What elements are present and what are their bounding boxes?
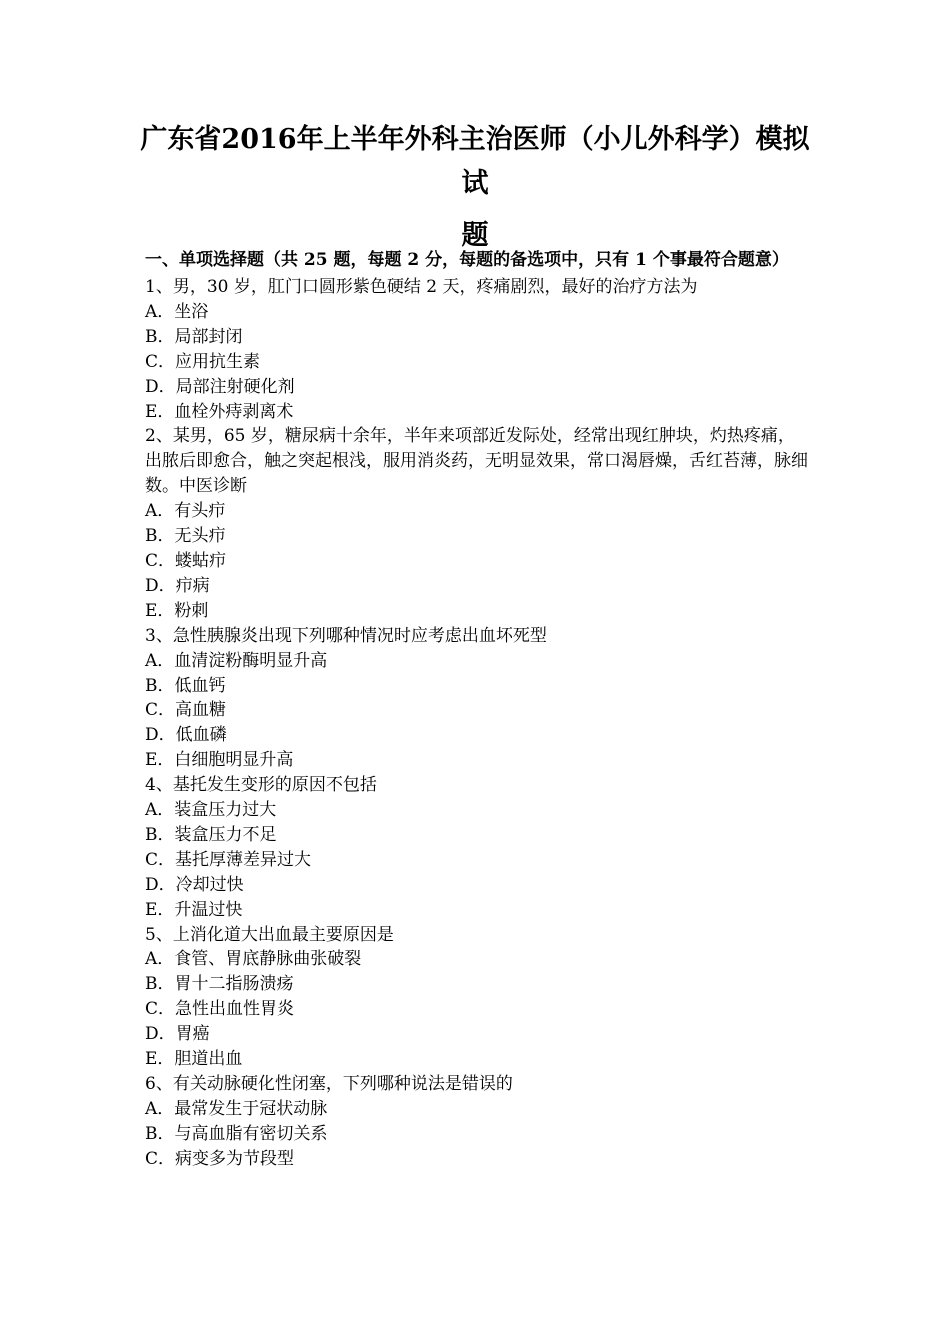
option-d: D．局部注射硬化剂 <box>145 376 295 397</box>
option-e: E．白细胞明显升高 <box>145 750 294 771</box>
question-stem: 2、某男，65 岁，糖尿病十余年，半年来项部近发际处，经常出现红肿块，灼热疼痛，出脓后即愈合，触之突起根浅，服用消炎药，无明显效果，常口渴唇燥，舌红苔薄，脉细数。中医诊断 <box>145 426 808 497</box>
option-a: A．装盒压力过大 <box>145 800 277 821</box>
question-2 <box>145 424 810 623</box>
option-a: A．最常发生于冠状动脉 <box>145 1098 328 1119</box>
question-4 <box>145 773 810 922</box>
option-a: A．食管、胃底静脉曲张破裂 <box>145 949 362 970</box>
option-c: C．蝼蛄疖 <box>145 550 227 571</box>
section-heading: 一、单项选择题（共 25 题，每题 2 分，每题的备选项中，只有 1 个事最符合题意） <box>145 250 789 270</box>
question-stem: 4、基托发生变形的原因不包括 <box>145 775 377 796</box>
document-title <box>130 118 820 258</box>
option-a: A．有头疖 <box>145 501 226 522</box>
option-c: C．病变多为节段型 <box>145 1148 295 1169</box>
option-e: E．血栓外痔剥离术 <box>145 401 294 422</box>
question-1 <box>145 275 810 424</box>
option-d: D．疖病 <box>145 575 210 596</box>
option-b: B．与高血脂有密切关系 <box>145 1123 328 1144</box>
option-d: D．冷却过快 <box>145 874 244 895</box>
question-stem: 5、上消化道大出血最主要原因是 <box>145 924 394 945</box>
document-title-line-1: 广东省2016年上半年外科主治医师（小儿外科学）模拟试 <box>140 124 810 199</box>
option-a: A．坐浴 <box>145 301 209 322</box>
option-b: B．低血钙 <box>145 675 226 696</box>
question-3 <box>145 624 810 773</box>
option-e: E．升温过快 <box>145 899 243 920</box>
option-c: C．基托厚薄差异过大 <box>145 849 312 870</box>
option-c: C．高血糖 <box>145 700 227 721</box>
question-stem: 3、急性胰腺炎出现下列哪种情况时应考虑出血坏死型 <box>145 625 547 646</box>
option-a: A．血清淀粉酶明显升高 <box>145 650 328 671</box>
question-5 <box>145 923 810 1072</box>
option-e: E．胆道出血 <box>145 1049 243 1070</box>
option-d: D．低血磷 <box>145 725 227 746</box>
option-b: B．胃十二指肠溃疡 <box>145 974 294 995</box>
question-stem: 6、有关动脉硬化性闭塞，下列哪种说法是错误的 <box>145 1074 513 1094</box>
option-e: E．粉刺 <box>145 600 209 621</box>
document-title-line-2: 题 <box>461 220 489 251</box>
question-stem: 1、男，30 岁，肛门口圆形紫色硬结 2 天，疼痛剧烈，最好的治疗方法为 <box>145 277 698 297</box>
option-b: B．装盒压力不足 <box>145 824 277 845</box>
option-d: D．胃癌 <box>145 1024 210 1045</box>
option-c: C．急性出血性胃炎 <box>145 999 295 1020</box>
option-b: B．局部封闭 <box>145 326 243 347</box>
option-c: C．应用抗生素 <box>145 351 261 372</box>
document-body <box>145 249 810 1172</box>
option-b: B．无头疖 <box>145 526 226 547</box>
question-6 <box>145 1072 810 1172</box>
